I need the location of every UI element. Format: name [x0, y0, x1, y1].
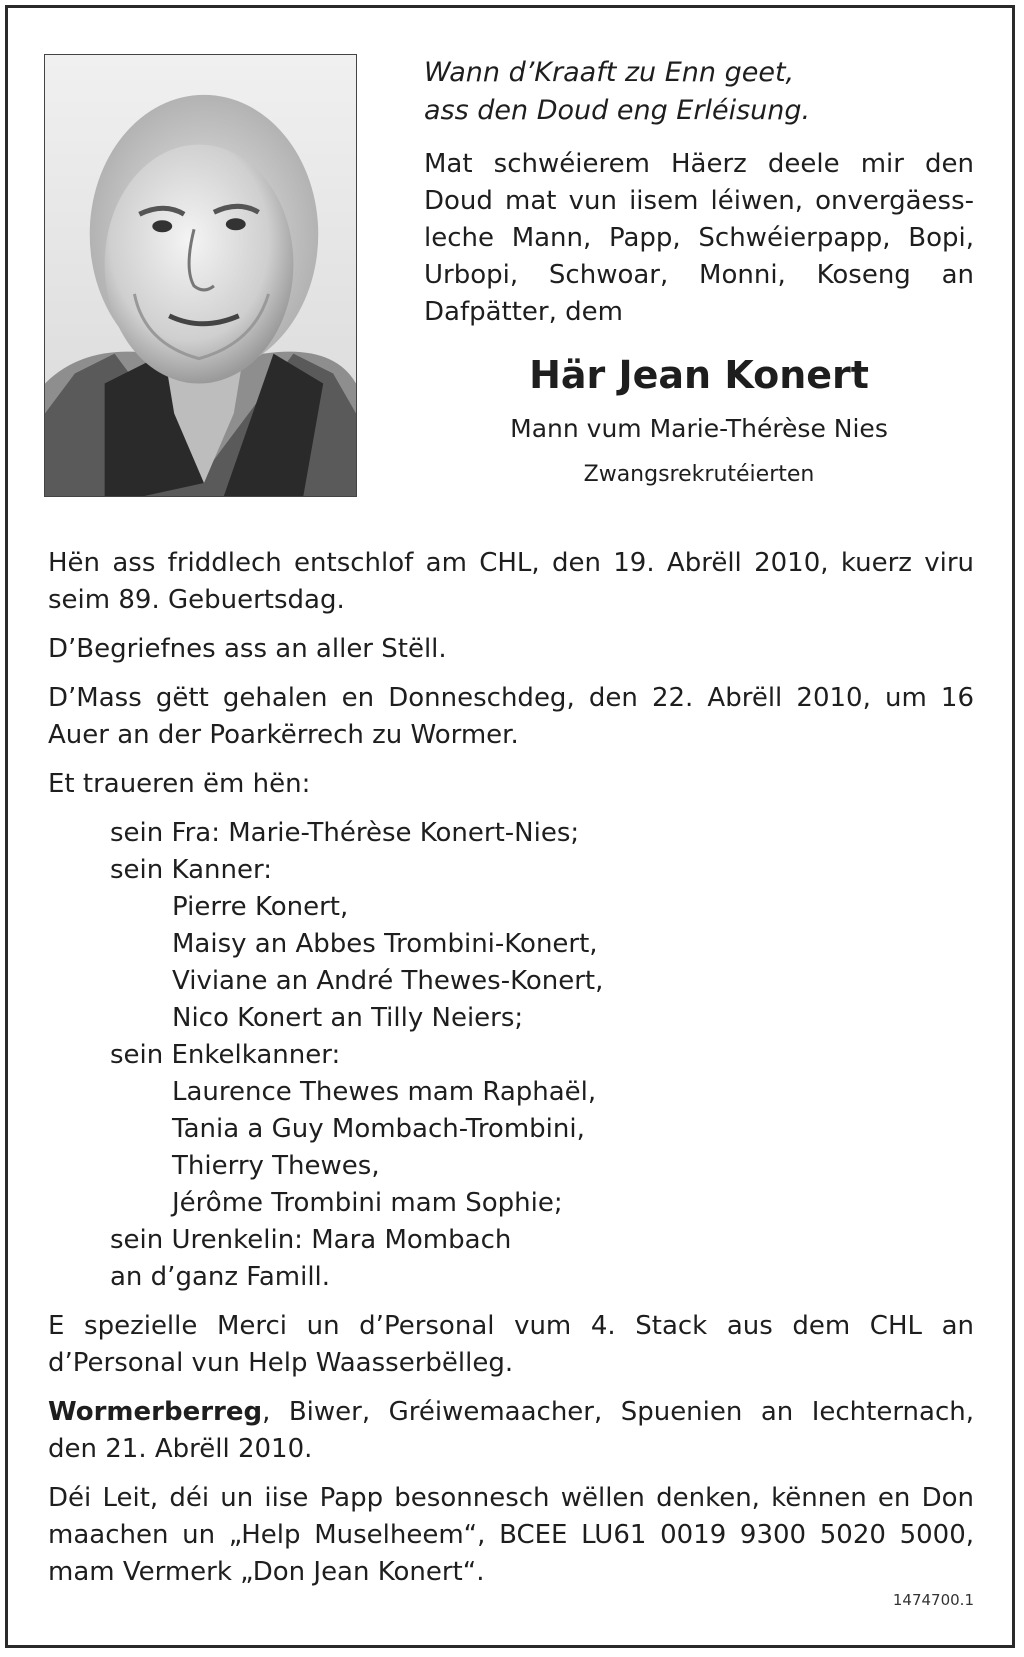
donation-text: Déi Leit, déi un iise Papp besonnesch wëllen denken, kënnen en Don maachen un „Help Muselheem“, BCEE LU61 0019 9300 5020 5000, mam Vermerk „Don Jean Konert“.	[48, 1483, 974, 1587]
grandchild-name: Thierry Thewes,	[172, 1151, 380, 1181]
children-label: sein Kanner:	[110, 855, 272, 885]
child-name: Pierre Konert,	[172, 892, 349, 922]
reference-number: 1474700.1	[892, 1591, 974, 1609]
thanks-text: E spezielle Merci un d’Personal vum 4. Stack aus dem CHL an d’Personal vun Help Waasserbëlleg.	[48, 1311, 974, 1378]
deceased-note: Zwangsrekrutéierten	[583, 462, 815, 487]
burial-notice: D’Begriefnes ass an aller Stëll.	[48, 634, 447, 664]
mourners-intro: Et traueren ëm hën:	[48, 769, 311, 799]
spouse-line: Mann vum Marie-Thérèse Nies	[510, 414, 888, 443]
motto	[424, 54, 974, 130]
intro-block	[424, 54, 974, 331]
great-grandchild: sein Urenkelin: Mara Mombach	[110, 1225, 512, 1255]
family-line: an d’ganz Famill.	[110, 1262, 331, 1292]
grandchild-name: Laurence Thewes mam Raphaël,	[172, 1077, 597, 1107]
place-name: Wormerberreg	[48, 1397, 263, 1427]
deceased-name: Här Jean Konert	[529, 353, 869, 397]
notice-body	[48, 545, 974, 1603]
announcement-text: Mat schwéierem Häerz deele mir den Doud mat vun iisem léiwen, onvergäess-leche Mann, Papp, Schwéierpapp, Bopi, Urbopi, Schwoar, Monni, Koseng an Dafpätter, dem	[424, 149, 974, 327]
child-name: Nico Konert an Tilly Neiers;	[172, 1003, 524, 1033]
mourners-list	[48, 815, 974, 1296]
grandchild-name: Tania a Guy Mombach-Trombini,	[172, 1114, 585, 1144]
child-name: Maisy an Abbes Trombini-Konert,	[172, 929, 598, 959]
motto-line-1: Wann d’Kraaft zu Enn geet,	[424, 57, 795, 88]
motto-line-2: ass den Doud eng Erléisung.	[424, 95, 811, 126]
death-notice: Hën ass friddlech entschlof am CHL, den 19. Abrëll 2010, kuerz viru seim 89. Gebuertsdag.	[48, 548, 974, 615]
portrait-photo	[44, 54, 357, 497]
deceased-block	[424, 352, 974, 490]
place-rest: , Biwer, Gréiwemaacher, Spuenien an Iechternach, den 21. Abrëll 2010.	[48, 1397, 974, 1464]
grandchildren-label: sein Enkelkanner:	[110, 1040, 341, 1070]
mass-notice: D’Mass gëtt gehalen en Donneschdeg, den 22. Abrëll 2010, um 16 Auer an der Poarkërrech zu Wormer.	[48, 683, 974, 750]
child-name: Viviane an André Thewes-Konert,	[172, 966, 604, 996]
grandchild-name: Jérôme Trombini mam Sophie;	[172, 1188, 563, 1218]
place-date	[48, 1394, 974, 1468]
mourner-wife: sein Fra: Marie-Thérèse Konert-Nies;	[110, 818, 580, 848]
